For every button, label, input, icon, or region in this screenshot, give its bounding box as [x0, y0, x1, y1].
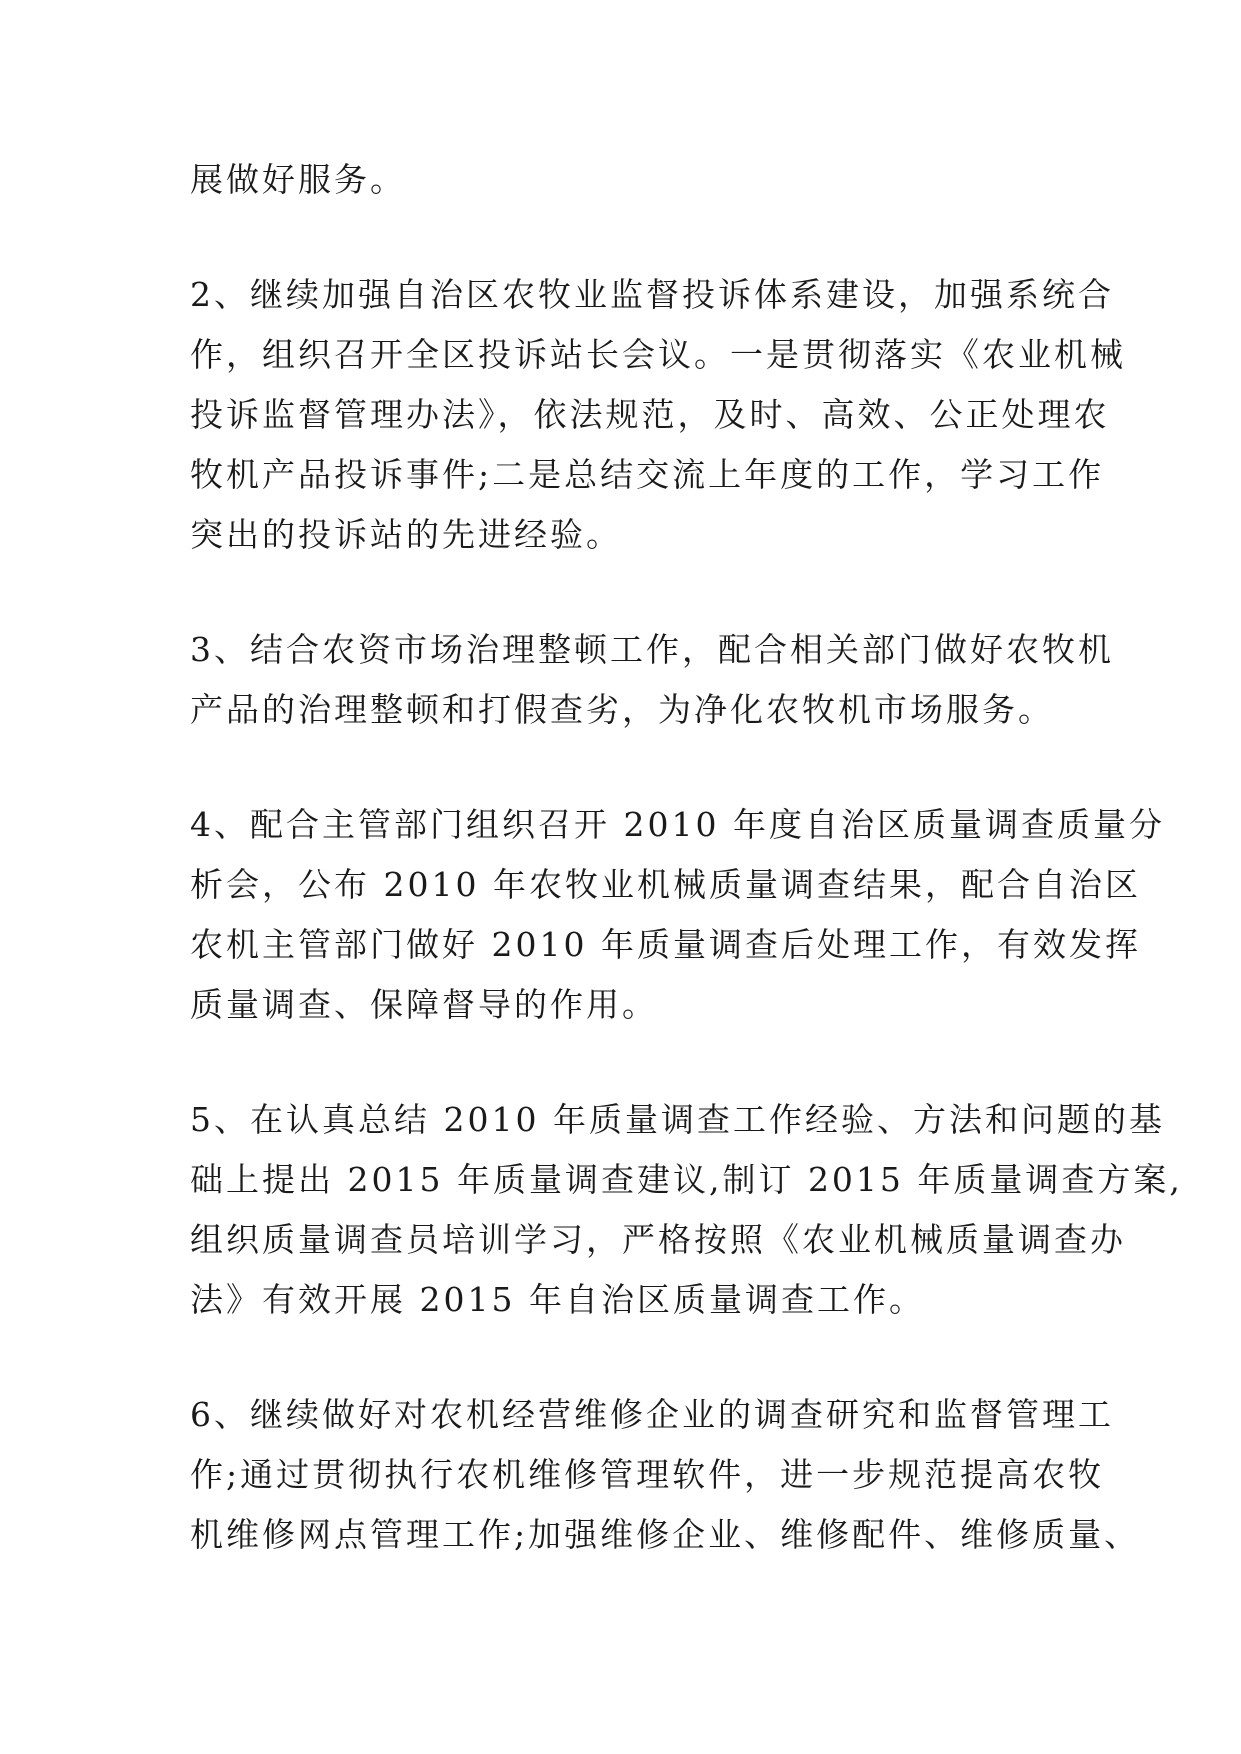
text-line: 牧机产品投诉事件;二是总结交流上年度的工作，学习工作: [190, 455, 1105, 494]
text-line: 展做好服务。: [190, 160, 406, 199]
text-line: 2、继续加强自治区农牧业监督投诉体系建设，加强系统合: [190, 275, 1114, 314]
text-line: 作，组织召开全区投诉站长会议。一是贯彻落实《农业机械: [190, 335, 1126, 374]
document-page: [190, 150, 1183, 1620]
text-line: 4、配合主管部门组织召开 2010 年度自治区质量调查质量分: [190, 805, 1165, 844]
text-line: 5、在认真总结 2010 年质量调查工作经验、方法和问题的基: [190, 1100, 1165, 1139]
paragraph-item-4: [190, 795, 1165, 1035]
text-line: 农机主管部门做好 2010 年质量调查后处理工作，有效发挥: [190, 925, 1141, 964]
text-line: 作;通过贯彻执行农机维修管理软件，进一步规范提高农牧: [190, 1455, 1105, 1494]
text-line: 6、继续做好对农机经营维修企业的调查研究和监督管理工: [190, 1395, 1114, 1434]
text-line: 机维修网点管理工作;加强维修企业、维修配件、维修质量、: [190, 1515, 1141, 1554]
text-line: 础上提出 2015 年质量调查建议,制订 2015 年质量调查方案,: [190, 1160, 1183, 1199]
text-line: 质量调查、保障督导的作用。: [190, 985, 658, 1024]
text-line: 组织质量调查员培训学习，严格按照《农业机械质量调查办: [190, 1220, 1126, 1259]
paragraph-continuation: [190, 150, 1070, 210]
text-line: 产品的治理整顿和打假查劣，为净化农牧机市场服务。: [190, 690, 1054, 729]
paragraph-item-3: [190, 620, 1114, 740]
paragraph-item-6: [190, 1385, 1141, 1565]
paragraph-item-2: [190, 265, 1126, 565]
text-line: 法》有效开展 2015 年自治区质量调查工作。: [190, 1280, 925, 1319]
text-line: 3、结合农资市场治理整顿工作，配合相关部门做好农牧机: [190, 630, 1114, 669]
paragraph-item-5: [190, 1090, 1183, 1330]
text-line: 突出的投诉站的先进经验。: [190, 515, 622, 554]
text-line: 投诉监督管理办法》，依法规范，及时、高效、公正处理农: [190, 395, 1110, 434]
text-line: 析会，公布 2010 年农牧业机械质量调查结果，配合自治区: [190, 865, 1141, 904]
